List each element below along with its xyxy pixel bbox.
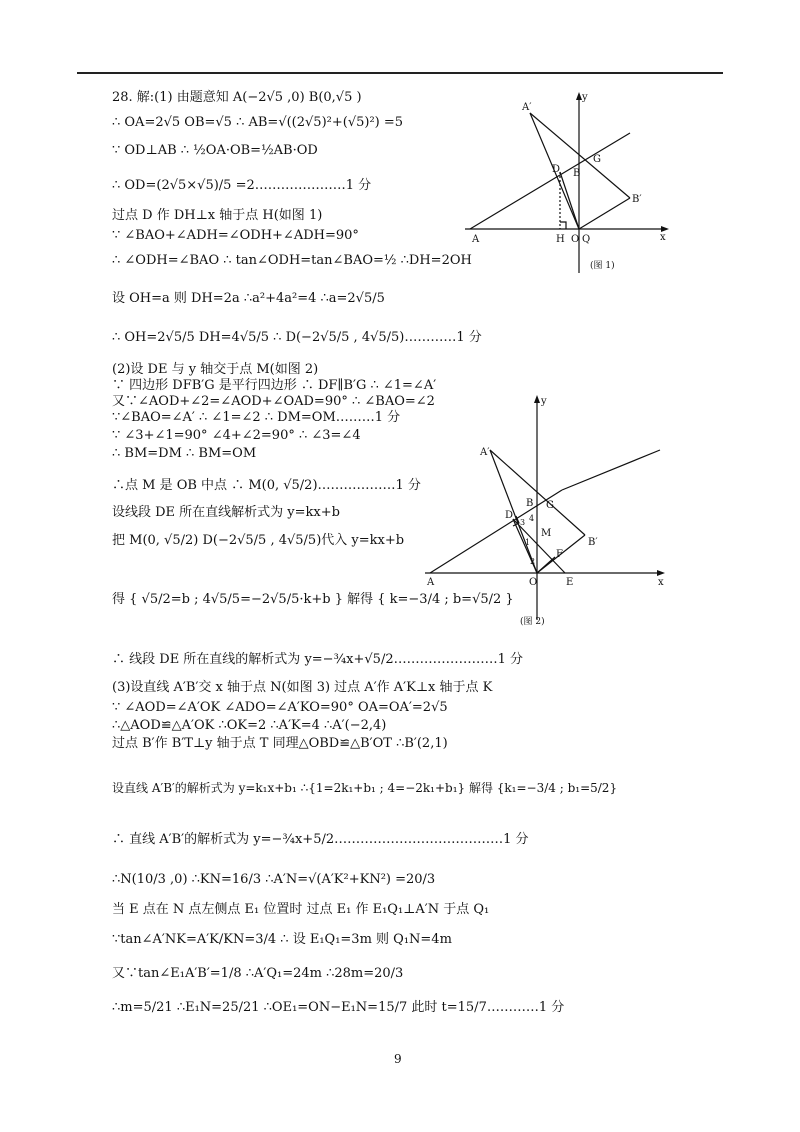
line-ab — [470, 133, 630, 229]
text-line: ∴点 M 是 OB 中点 ∴ M(0, √5/2)………………1 分 — [112, 478, 421, 493]
label-f: F — [556, 549, 563, 560]
label-x: x — [660, 232, 666, 243]
right-angle-mark — [560, 222, 566, 229]
text-line: 又∵∠AOD+∠2=∠AOD+∠OAD=90° ∴ ∠BAO=∠2 — [112, 394, 435, 409]
page-number: 9 — [394, 1052, 402, 1066]
label-h: H — [556, 234, 565, 245]
label-d: D — [505, 510, 514, 521]
text-line: 设直线 A′B′的解析式为 y=k₁x+b₁ ∴{1=2k₁+b₁ ; 4=−2k₁+b₁} 解得 {k₁=−3/4 ; b₁=5/2} — [112, 781, 618, 795]
label-o: O — [529, 577, 538, 588]
label-y: y — [582, 92, 588, 103]
label-angle-2: 2 — [530, 557, 536, 566]
label-a-prime: A′ — [480, 447, 490, 458]
text-line: ∵ OD⊥AB ∴ ½OA·OB=½AB·OD — [112, 143, 318, 158]
text-line: ∴ BM=DM ∴ BM=OM — [112, 446, 257, 461]
text-line: (3)设直线 A′B′交 x 轴于点 N(如图 3) 过点 A′作 A′K⊥x 轴于点 K — [112, 680, 493, 695]
label-angle-4: 4 — [529, 514, 535, 523]
text-line: ∵ ∠BAO+∠ADH=∠ODH+∠ADH=90° — [112, 228, 359, 243]
text-line: ∴ OH=2√5/5 DH=4√5/5 ∴ D(−2√5/5 , 4√5/5)…………1 分 — [112, 330, 482, 345]
figure-1 — [460, 88, 680, 278]
label-a: A — [472, 234, 480, 245]
label-angle-1: 1 — [525, 538, 531, 547]
label-o: O — [571, 234, 580, 245]
figure-2-caption: (图 2) — [520, 617, 545, 627]
text-line: ∴m=5/21 ∴E₁N=25/21 ∴OE₁=ON−E₁N=15/7 此时 t=15/7…………1 分 — [112, 1000, 565, 1015]
line-a-prime-b-prime — [530, 113, 630, 198]
y-arrow — [534, 395, 540, 403]
line-a-prime-o — [490, 450, 537, 573]
text-line: ∵tan∠A′NK=A′K/KN=3/4 ∴ 设 E₁Q₁=3m 则 Q₁N=4m — [112, 932, 452, 947]
text-line: ∴△AOD≌△A′OK ∴OK=2 ∴A′K=4 ∴A′(−2,4) — [112, 718, 387, 733]
label-b-prime: B′ — [632, 194, 642, 205]
header-rule — [77, 72, 723, 74]
line-d-e — [513, 519, 565, 573]
text-line: 把 M(0, √5/2) D(−2√5/5 , 4√5/5)代入 y=kx+b — [112, 533, 405, 548]
line-o-f — [537, 557, 555, 573]
text-line: 设 OH=a 则 DH=2a ∴a²+4a²=4 ∴a=2√5/5 — [112, 291, 385, 306]
text-line: 当 E 点在 N 点左侧点 E₁ 位置时 过点 E₁ 作 E₁Q₁⊥A′N 于点 Q₁ — [112, 902, 490, 917]
text-line: 又∵tan∠E₁A′B′=1/8 ∴A′Q₁=24m ∴28m=20/3 — [112, 966, 404, 981]
label-a: A — [427, 577, 435, 588]
text-line: 28. 解:(1) 由题意知 A(−2√5 ,0) B(0,√5 ) — [112, 90, 362, 105]
text-line: ∴ ∠ODH=∠BAO ∴ tan∠ODH=tan∠BAO=½ ∴DH=2OH — [112, 253, 472, 268]
line-d-o — [560, 172, 579, 229]
x-arrow — [657, 570, 665, 576]
label-b-prime: B′ — [588, 537, 598, 548]
figure-1-caption: (图 1) — [590, 261, 615, 271]
label-b: B — [573, 168, 581, 179]
label-y: y — [541, 396, 547, 407]
line-ab-extension — [562, 450, 660, 490]
label-angle-3: 3 — [520, 518, 526, 527]
line-b-prime-o — [579, 198, 630, 229]
text-line: ∵∠BAO=∠A′ ∴ ∠1=∠2 ∴ DM=OM………1 分 — [112, 410, 401, 425]
text-line: ∵ 四边形 DFB′G 是平行四边形 ∴ DF∥B′G ∴ ∠1=∠A′ — [112, 378, 437, 393]
text-line: ∵ ∠AOD=∠A′OK ∠ADO=∠A′KO=90° OA=OA′=2√5 — [112, 700, 448, 715]
text-line: ∵ ∠3+∠1=90° ∠4+∠2=90° ∴ ∠3=∠4 — [112, 428, 361, 443]
figure-2 — [420, 390, 670, 630]
label-b: B — [526, 498, 534, 509]
text-line: 设线段 DE 所在直线解析式为 y=kx+b — [112, 505, 340, 520]
label-x: x — [658, 577, 664, 588]
text-line: 过点 B′作 B′T⊥y 轴于点 T 同理△OBD≌△B′OT ∴B′(2,1) — [112, 736, 448, 751]
text-line: 过点 D 作 DH⊥x 轴于点 H(如图 1) — [112, 208, 323, 223]
text-line: ∴N(10/3 ,0) ∴KN=16/3 ∴A′N=√(A′K²+KN²) =20/3 — [112, 872, 436, 887]
text-line: ∴ 线段 DE 所在直线的解析式为 y=−¾x+√5/2……………………1 分 — [112, 652, 524, 667]
label-g: G — [546, 500, 554, 511]
text-line: ∴ OD=(2√5×√5)/5 =2…………………1 分 — [112, 178, 372, 193]
text-line: (2)设 DE 与 y 轴交于点 M(如图 2) — [112, 362, 319, 377]
label-e: E — [566, 577, 574, 588]
label-m: M — [541, 528, 552, 539]
text-line: ∴ OA=2√5 OB=√5 ∴ AB=√((2√5)²+(√5)²) =5 — [112, 115, 404, 130]
text-line: ∴ 直线 A′B′的解析式为 y=−¾x+5/2…………………………………1 分 — [112, 832, 529, 847]
label-d: D — [552, 164, 561, 175]
label-a-prime: A′ — [522, 102, 532, 113]
label-q: Q — [582, 234, 591, 245]
text-line: 得 { √5/2=b ; 4√5/5=−2√5/5·k+b } 解得 { k=−3/4 ; b=√5/2 } — [112, 592, 514, 607]
label-g: G — [593, 154, 601, 165]
